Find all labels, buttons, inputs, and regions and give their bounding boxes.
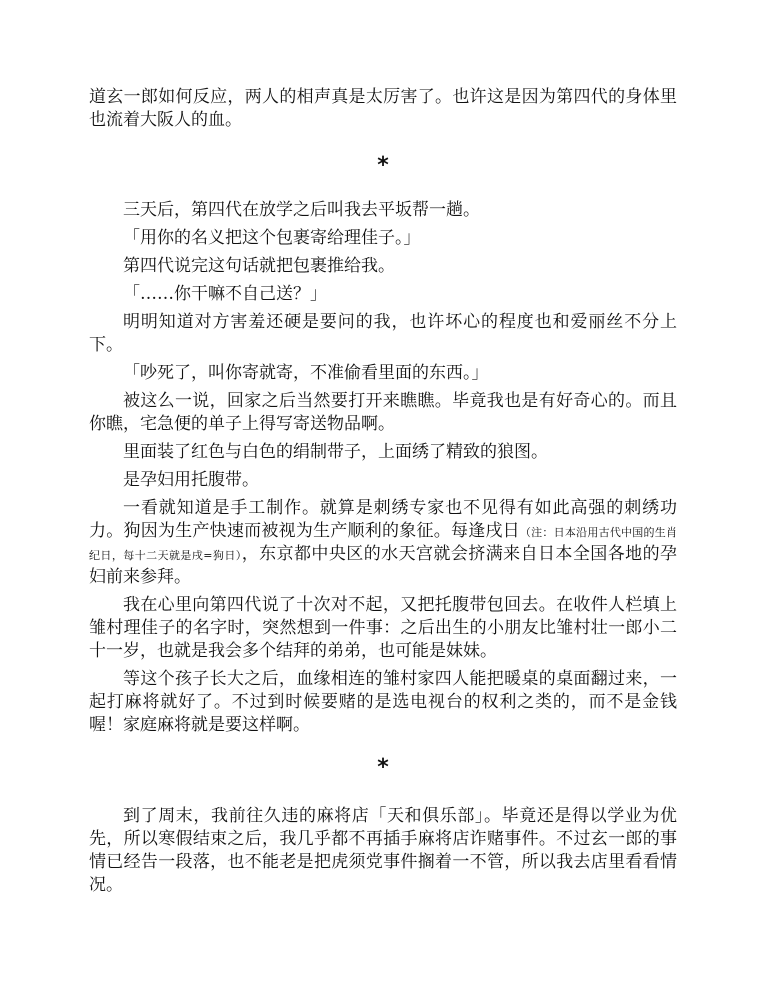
paragraph-text: ，东京都中央区的水天宫就会挤满来自日本全国各地的孕妇前来参拜。 [89,544,678,587]
paragraph: 到了周末，我前往久违的麻将店「天和俱乐部」。毕竟还是得以学业为优先，所以寒假结束之后，我几乎都不再插手麻将店诈赌事件。不过玄一郎的事情已经告一段落，也不能老是把虎须党事件搁着一不管，所以我去店里看看情况。 [89,806,677,895]
paragraph: 等这个孩子长大之后，血缘相连的雏村家四人能把暖桌的桌面翻过来，一起打麻将就好了。不过到时候要赌的是选电视台的权利之类的，而不是金钱喔！家庭麻将就是要这样啊。 [89,669,677,735]
paragraph: 道玄一郎如何反应，两人的相声真是太厉害了。也许这是因为第四代的身体里也流着大阪人的血。 [89,87,677,130]
paragraph: 是孕妇用托腹带。 [123,470,259,490]
paragraph-with-note [89,497,677,589]
section-separator: * [377,153,389,178]
annotation-note: （注：日本沿用古代中国的生肖纪日，每十二天就是戌=狗日） [89,526,678,562]
paragraph: 「……你干嘛不自己送？」 [123,284,327,304]
paragraph: 里面装了红色与白色的绢制带子，上面绣了精致的狼图。 [123,442,548,462]
paragraph: 明明知道对方害羞还硬是要问的我，也许坏心的程度也和爱丽丝不分上下。 [89,312,677,355]
paragraph: 我在心里向第四代说了十次对不起，又把托腹带包回去。在收件人栏填上雏村理佳子的名字时，突然想到一件事：之后出生的小朋友比雏村壮一郎小二十一岁，也就是我会多个结拜的弟弟，也可能是妹妹。 [89,595,677,661]
paragraph: 「吵死了，叫你寄就寄，不准偷看里面的东西。」 [123,363,489,383]
paragraph: 「用你的名义把这个包裹寄给理佳子。」 [123,228,421,248]
paragraph: 三天后，第四代在放学之后叫我去平坂帮一趟。 [123,200,480,220]
paragraph-text: 一看就知道是手工制作。就算是刺绣专家也不见得有如此高强的刺绣功力。狗因为生产快速而被视为生产顺利的象征。每逢戌日 [89,498,677,541]
page-body [89,86,677,902]
paragraph: 第四代说完这句话就把包裹推给我。 [123,256,395,276]
section-separator: * [377,755,389,780]
paragraph: 被这么一说，回家之后当然要打开来瞧瞧。毕竟我也是有好奇心的。而且你瞧，宅急便的单子上得写寄送物品啊。 [89,391,677,434]
